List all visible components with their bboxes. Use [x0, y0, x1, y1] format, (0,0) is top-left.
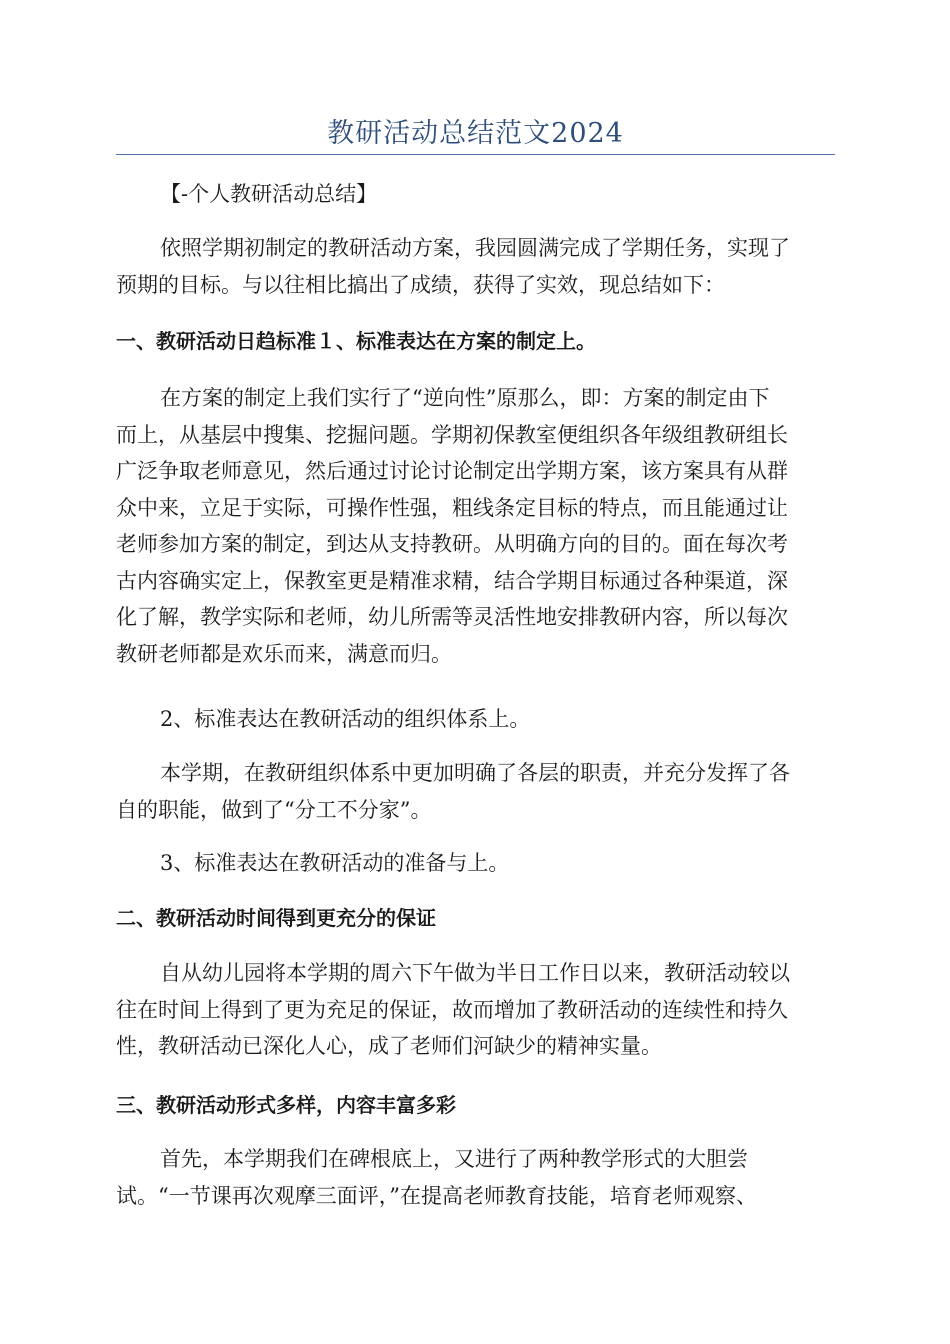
point-2: 2、标准表达在教研活动的组织体系上。 — [160, 707, 531, 731]
paragraph-line: 首先，本学期我们在碑根底上，又进行了两种教学形式的大胆尝 — [160, 1147, 748, 1171]
paragraph-line: 教研老师都是欢乐而来，满意而归。 — [116, 641, 452, 666]
paragraph-line: 在方案的制定上我们实行了“逆向性”原那么，即：方案的制定由下 — [160, 386, 770, 410]
paragraph-line: 众中来，立足于实际，可操作性强，粗线条定目标的特点，而且能通过让 — [116, 495, 788, 520]
section-heading-3: 三、教研活动形式多样，内容丰富多彩 — [116, 1093, 456, 1117]
paragraph-line: 化了解，教学实际和老师，幼儿所需等灵活性地安排教研内容，所以每次 — [116, 605, 788, 629]
paragraph-line: 老师参加方案的制定，到达从支持教研。从明确方向的目的。面在每次考 — [116, 532, 788, 556]
paragraph-forms — [116, 1141, 835, 1214]
paragraph-line: 自从幼儿园将本学期的周六下午做为半日工作日以来，教研活动较以 — [160, 961, 790, 985]
paragraph-line: 古内容确实定上，保教室更是精准求精，结合学期目标通过各种渠道，深 — [116, 568, 788, 593]
paragraph-line: 性，教研活动已深化人心，成了老师们河缺少的精神实量。 — [116, 1034, 662, 1058]
paragraph-line: 本学期，在教研组织体系中更加明确了各层的职责，并充分发挥了各 — [160, 761, 790, 785]
paragraph-line: 往在时间上得到了更为充足的保证，故而增加了教研活动的连续性和持久 — [116, 997, 788, 1022]
intro-line: 预期的目标。与以往相比搞出了成绩，获得了实效，现总结如下： — [116, 272, 725, 297]
intro-line: 依照学期初制定的教研活动方案，我园圆满完成了学期任务，实现了 — [160, 236, 790, 260]
paragraph-line: 广泛争取老师意见，然后通过讨论讨论制定出学期方案，该方案具有从群 — [116, 459, 788, 483]
document-subtitle: 【-个人教研活动总结】 — [160, 182, 378, 206]
paragraph-plan — [116, 380, 835, 672]
section-heading-2: 二、教研活动时间得到更充分的保证 — [116, 906, 436, 930]
document-title: 教研活动总结范文2024 — [327, 118, 624, 149]
paragraph-line: 而上，从基层中搜集、挖掘问题。学期初保教室便组织各年级组教研组长 — [116, 422, 788, 447]
point-3: 3、标准表达在教研活动的准备与上。 — [160, 851, 510, 875]
intro-paragraph — [116, 230, 835, 303]
section-heading-1: 一、教研活动日趋标准１、标准表达在方案的制定上。 — [116, 329, 596, 353]
paragraph-line: 自的职能，做到了“分工不分家”。 — [116, 797, 432, 822]
paragraph-line: 试。“一节课再次观摩三面评，”在提高老师教育技能，培育老师观察、 — [116, 1183, 757, 1208]
title-underline — [116, 154, 835, 155]
paragraph-organization — [116, 755, 835, 828]
paragraph-time — [116, 955, 835, 1065]
